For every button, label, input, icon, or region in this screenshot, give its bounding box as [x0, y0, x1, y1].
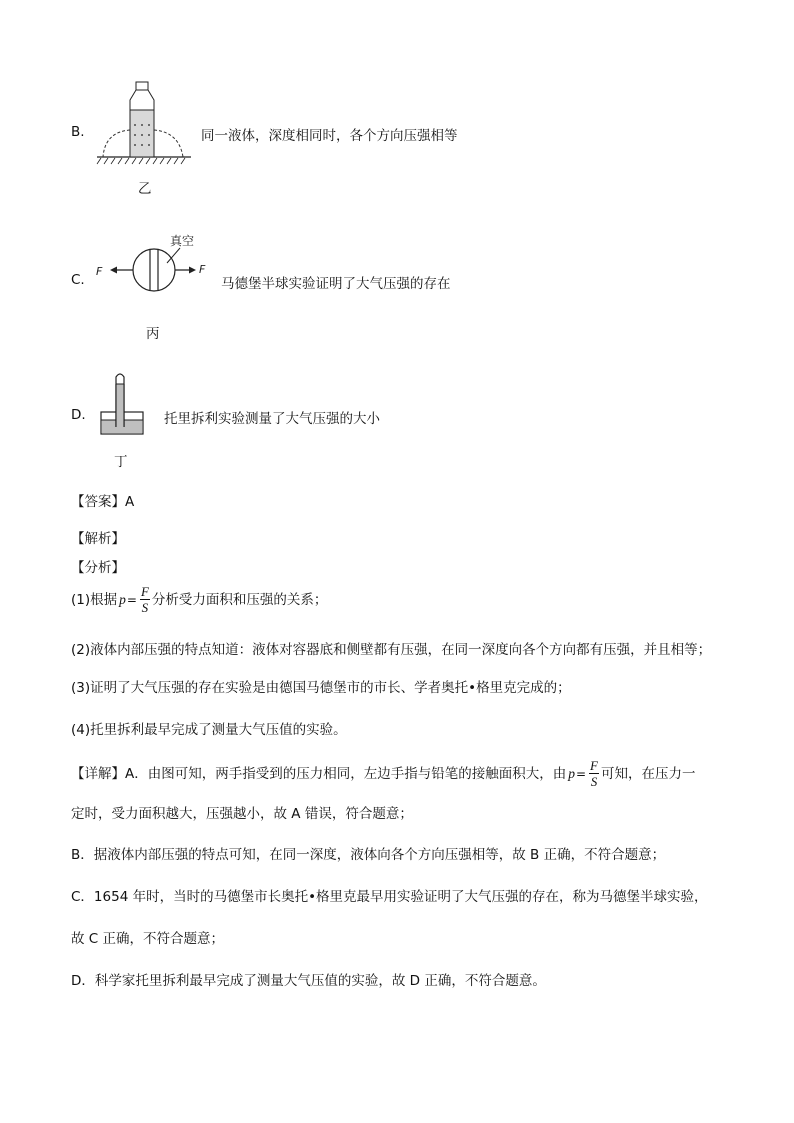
answer-label: 【答案】: [71, 494, 125, 510]
option-d-letter: D.: [71, 407, 86, 423]
detail-a-part-1: A．由图可知，两手指受到的压力相同，左边手指与铅笔的接触面积大，由: [125, 765, 567, 782]
detail-c-line-1: C．1654 年时，当时的马德堡市长奥托•格里克最早用实验证明了大气压强的存在，称为马德堡半球实验，: [71, 889, 708, 905]
formula-eq: =: [126, 592, 137, 607]
detail-a-line-1: [71, 758, 696, 789]
option-c-caption: 丙: [146, 326, 160, 342]
fenxi-item-1: [71, 584, 327, 615]
detail-a-part-2: 可知，在压力一: [601, 765, 696, 782]
vacuum-label: 真空: [170, 234, 195, 248]
fenxi-item-2: (2)液体内部压强的特点知道：液体对容器底和侧壁都有压强，在同一深度向各个方向都有压强，并且相等；: [71, 642, 712, 658]
detail-a-line-2: 定时，受力面积越大，压强越小，故 A 错误，符合题意；: [71, 806, 413, 822]
analysis-label: 【解析】: [71, 531, 125, 547]
option-d-caption: 丁: [114, 454, 128, 470]
fraction-denominator: S: [141, 600, 149, 615]
figure-bing-magdeburg-hemispheres: [92, 228, 222, 298]
force-label-right: F: [199, 263, 206, 276]
fenxi-item-1-suffix: 分析受力面积和压强的关系；: [151, 591, 328, 608]
detail-label: 【详解】: [71, 765, 125, 782]
fenxi-item-3: (3)证明了大气压强的存在实验是由德国马德堡市的市长、学者奥托•格里克完成的；: [71, 680, 571, 696]
option-c-letter: C.: [71, 272, 85, 288]
answer-value: A: [125, 494, 135, 510]
fenxi-label: 【分析】: [71, 560, 125, 576]
detail-c-line-2: 故 C 正确，不符合题意；: [71, 931, 225, 947]
pressure-fraction: [140, 584, 150, 615]
formula-p-detail: p: [568, 765, 575, 781]
formula-eq-detail: =: [575, 766, 587, 781]
detail-b-line: B．据液体内部压强的特点可知，在同一深度，液体向各个方向压强相等，故 B 正确，不符合题意；: [71, 847, 666, 863]
option-b-text: 同一液体，深度相同时，各个方向压强相等: [201, 128, 458, 144]
fenxi-item-1-prefix: (1)根据: [71, 591, 118, 608]
fraction-numerator: F: [140, 584, 149, 599]
answer-line: [71, 490, 134, 510]
force-label-left: F: [96, 265, 103, 278]
figure-ding-torricelli: [98, 370, 148, 438]
figure-yi-liquid-pressure: [95, 80, 195, 165]
formula-p: p: [119, 591, 126, 607]
option-c-text: 马德堡半球实验证明了大气压强的存在: [221, 276, 451, 292]
fraction-numerator-detail: F: [590, 758, 598, 773]
pressure-fraction-detail: [589, 758, 599, 789]
fenxi-item-4: (4)托里拆利最早完成了测量大气压值的实验。: [71, 722, 347, 738]
detail-d-line: D．科学家托里拆利最早完成了测量大气压值的实验，故 D 正确，不符合题意。: [71, 973, 546, 989]
option-d-text: 托里拆利实验测量了大气压强的大小: [164, 411, 380, 427]
fraction-denominator-detail: S: [590, 774, 598, 789]
option-b-caption: 乙: [138, 181, 152, 197]
option-b-letter: B.: [71, 124, 85, 140]
